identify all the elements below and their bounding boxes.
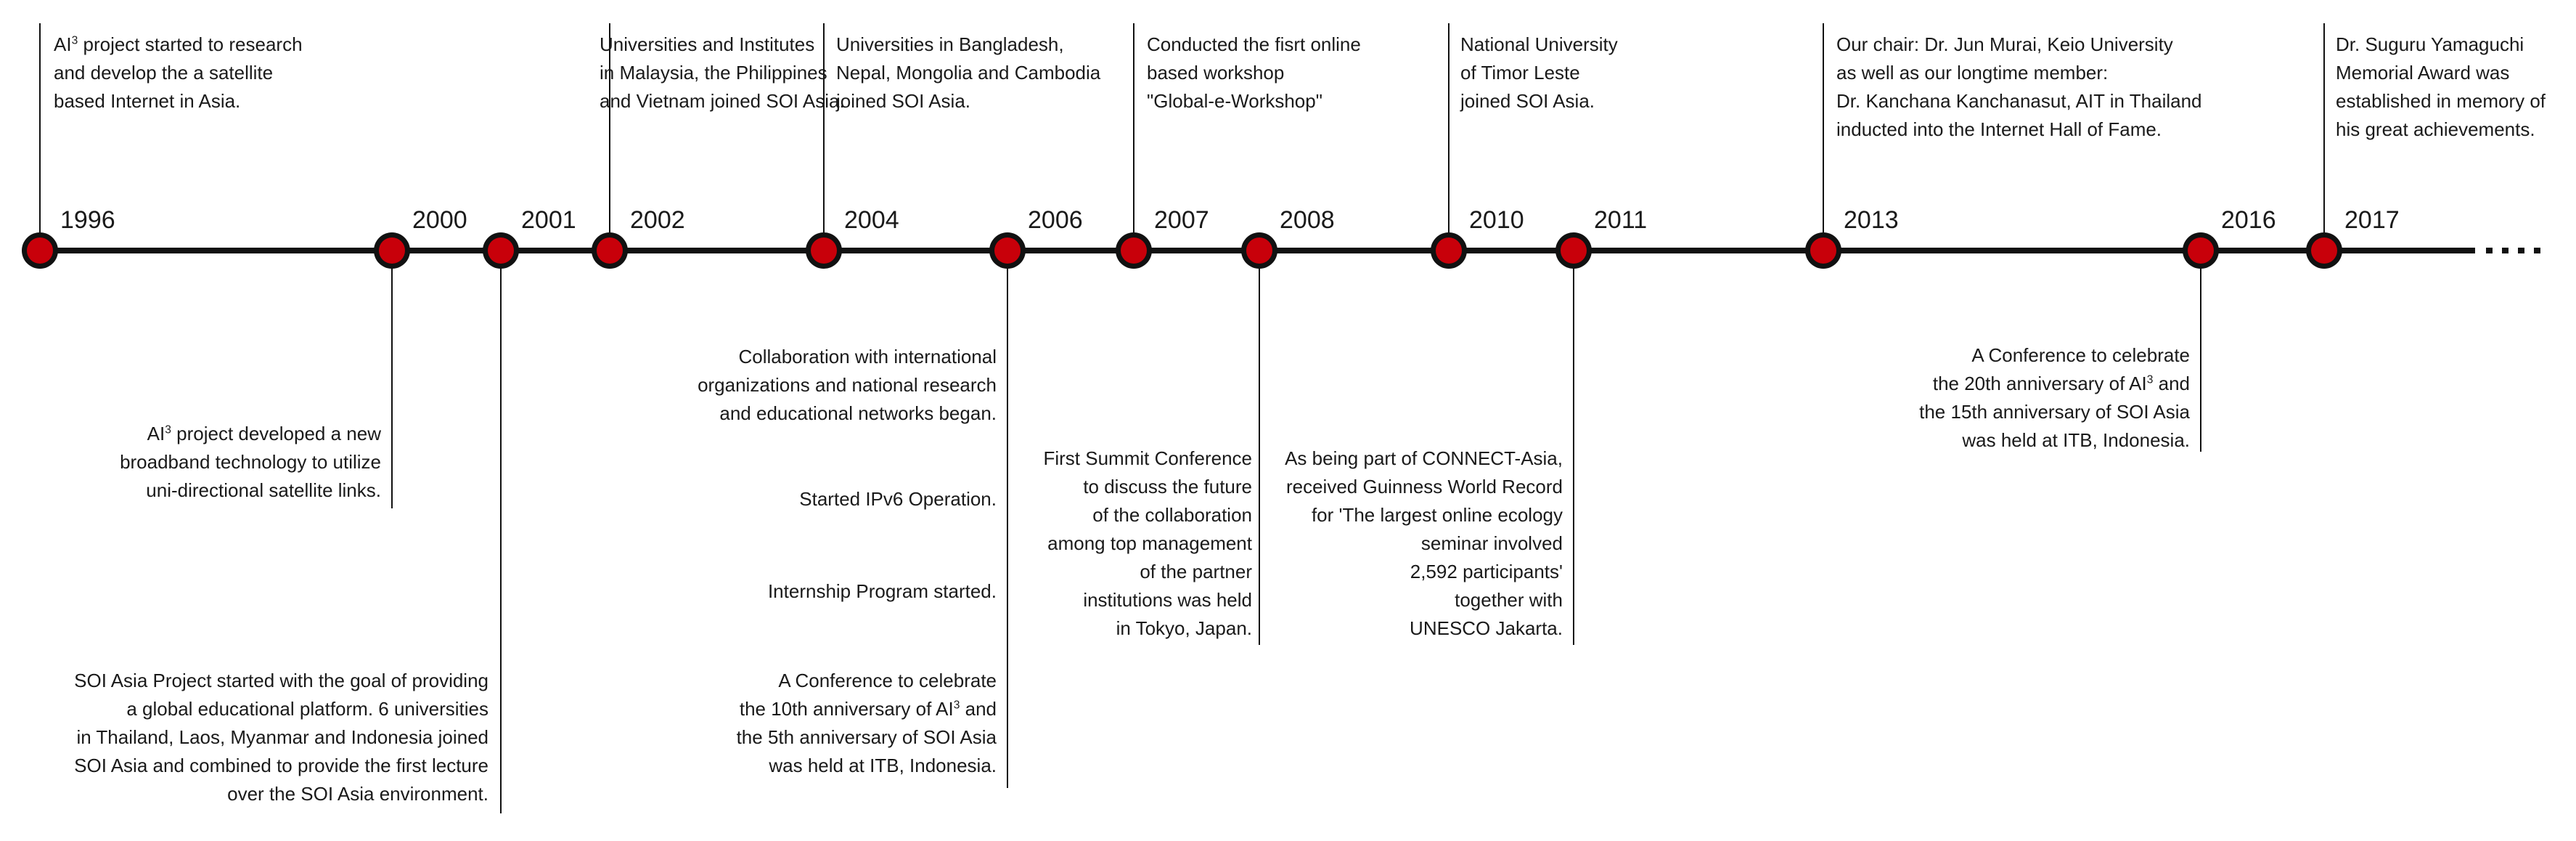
event-text-line: among top management — [1047, 532, 1252, 554]
event-text-line: seminar involved — [1420, 532, 1563, 554]
year-label-2001: 2001 — [521, 206, 576, 234]
event-text-line: 2,592 participants' — [1410, 561, 1563, 582]
event-note-2017 — [2336, 31, 2546, 144]
event-text-line: established in memory of — [2336, 90, 2546, 112]
event-note-2007 — [1147, 31, 1361, 115]
event-note-1996 — [54, 31, 303, 115]
event-note-2006 — [768, 577, 997, 606]
event-text-line: inducted into the Internet Hall of Fame. — [1836, 118, 2162, 140]
event-text-line: institutions was held — [1083, 589, 1252, 611]
year-label-2002: 2002 — [630, 206, 685, 234]
event-text-line: over the SOI Asia environment. — [227, 783, 488, 805]
event-text-line: of the partner — [1140, 561, 1252, 582]
event-text-line: Dr. Kanchana Kanchanasut, AIT in Thailand — [1836, 90, 2202, 112]
event-note-2000 — [120, 420, 381, 505]
event-text-line: was held at ITB, Indonesia. — [1962, 429, 2190, 451]
year-marker-2007 — [1121, 237, 1147, 264]
year-marker-2006 — [994, 237, 1021, 264]
event-text-line: Started IPv6 Operation. — [799, 488, 997, 510]
event-text-line: Dr. Suguru Yamaguchi — [2336, 33, 2524, 55]
year-marker-2001 — [488, 237, 514, 264]
event-text-line: Internship Program started. — [767, 580, 997, 602]
year-label-2017: 2017 — [2344, 206, 2400, 234]
year-marker-2013 — [1810, 237, 1836, 264]
event-text-line: for 'The largest online ecology — [1311, 504, 1563, 526]
year-label-2007: 2007 — [1154, 206, 1209, 234]
event-note-2013 — [1836, 31, 2202, 144]
event-note-2002 — [600, 31, 845, 115]
event-text-line: uni-directional satellite links. — [146, 479, 381, 501]
event-text-line: $AI^3$ project started to research — [54, 33, 303, 55]
event-text-line: to discuss the future — [1083, 476, 1252, 497]
event-note-2016 — [1919, 341, 2190, 455]
event-text-line: the 20th anniversary of $AI^3$ and — [1932, 373, 2190, 394]
event-text-line: Nepal, Mongolia and Cambodia — [836, 62, 1101, 84]
year-label-2011: 2011 — [1594, 206, 1648, 234]
event-text-line: First Summit Conference — [1043, 447, 1252, 469]
event-text-line: UNESCO Jakarta. — [1410, 617, 1563, 639]
year-label-2013: 2013 — [1844, 206, 1899, 234]
event-text-line: National University — [1460, 33, 1618, 55]
event-note-2011 — [1285, 444, 1563, 643]
event-note-2010 — [1460, 31, 1618, 115]
event-text-line: Conducted the fisrt online — [1147, 33, 1361, 55]
event-text-line: in Thailand, Laos, Myanmar and Indonesia joined — [76, 726, 488, 748]
event-text-line: based workshop — [1147, 62, 1285, 84]
event-text-line: $AI^3$ project developed a new — [147, 423, 381, 444]
event-text-line: organizations and national research — [698, 374, 997, 396]
event-text-line: Memorial Award was — [2336, 62, 2510, 84]
event-text-line: Our chair: Dr. Jun Murai, Keio University — [1836, 33, 2173, 55]
event-text-line: received Guinness World Record — [1285, 476, 1563, 497]
event-text-line: a global educational platform. 6 universities — [126, 698, 488, 720]
event-text-line: "Global-e-Workshop" — [1147, 90, 1322, 112]
event-note-2008 — [1043, 444, 1252, 643]
year-marker-2004 — [811, 237, 837, 264]
event-note-2006 — [799, 485, 997, 513]
year-marker-2008 — [1246, 237, 1272, 264]
year-marker-2000 — [379, 237, 405, 264]
event-text-line: and develop the a satellite — [54, 62, 274, 84]
year-marker-2010 — [1436, 237, 1462, 264]
year-marker-1996 — [27, 237, 53, 264]
event-text-line: Universities in Bangladesh, — [836, 33, 1064, 55]
event-text-line: and Vietnam joined SOI Asia. — [600, 90, 845, 112]
event-text-line: the 5th anniversary of SOI Asia — [736, 726, 997, 748]
event-text-line: the 15th anniversary of SOI Asia — [1919, 401, 2190, 423]
event-text-line: the 10th anniversary of $AI^3$ and — [739, 698, 997, 720]
event-text-line: joined SOI Asia. — [836, 90, 970, 112]
event-text-line: was held at ITB, Indonesia. — [769, 755, 997, 776]
event-text-line: Collaboration with international — [738, 346, 997, 367]
event-text-line: of the collaboration — [1092, 504, 1252, 526]
year-label-2004: 2004 — [844, 206, 899, 234]
event-text-line: broadband technology to utilize — [120, 451, 381, 473]
event-text-line: together with — [1455, 589, 1563, 611]
event-text-line: A Conference to celebrate — [1971, 344, 2190, 366]
year-label-2016: 2016 — [2221, 206, 2276, 234]
year-marker-2017 — [2311, 237, 2337, 264]
event-text-line: his great achievements. — [2336, 118, 2535, 140]
event-note-2001 — [74, 667, 488, 808]
event-text-line: as well as our longtime member: — [1836, 62, 2109, 84]
event-text-line: Universities and Institutes — [600, 33, 815, 55]
year-label-2000: 2000 — [412, 206, 467, 234]
event-text-line: SOI Asia and combined to provide the first lecture — [74, 755, 488, 776]
year-marker-2011 — [1561, 237, 1587, 264]
event-text-line: As being part of CONNECT-Asia, — [1285, 447, 1563, 469]
event-text-line: SOI Asia Project started with the goal of providing — [74, 670, 488, 691]
year-label-2008: 2008 — [1280, 206, 1335, 234]
year-label-1996: 1996 — [60, 206, 115, 234]
year-label-2006: 2006 — [1028, 206, 1083, 234]
event-text-line: based Internet in Asia. — [54, 90, 241, 112]
event-text-line: in Tokyo, Japan. — [1116, 617, 1252, 639]
event-note-2006 — [698, 343, 997, 428]
event-text-line: in Malaysia, the Philippines — [600, 62, 827, 84]
year-marker-2016 — [2188, 237, 2214, 264]
event-text-line: and educational networks began. — [719, 402, 997, 424]
event-text-line: joined SOI Asia. — [1460, 90, 1595, 112]
year-marker-2002 — [597, 237, 623, 264]
year-label-2010: 2010 — [1469, 206, 1524, 234]
event-text-line: A Conference to celebrate — [778, 670, 997, 691]
event-text-line: of Timor Leste — [1460, 62, 1580, 84]
event-note-2004 — [836, 31, 1100, 115]
event-note-2006 — [737, 667, 997, 780]
